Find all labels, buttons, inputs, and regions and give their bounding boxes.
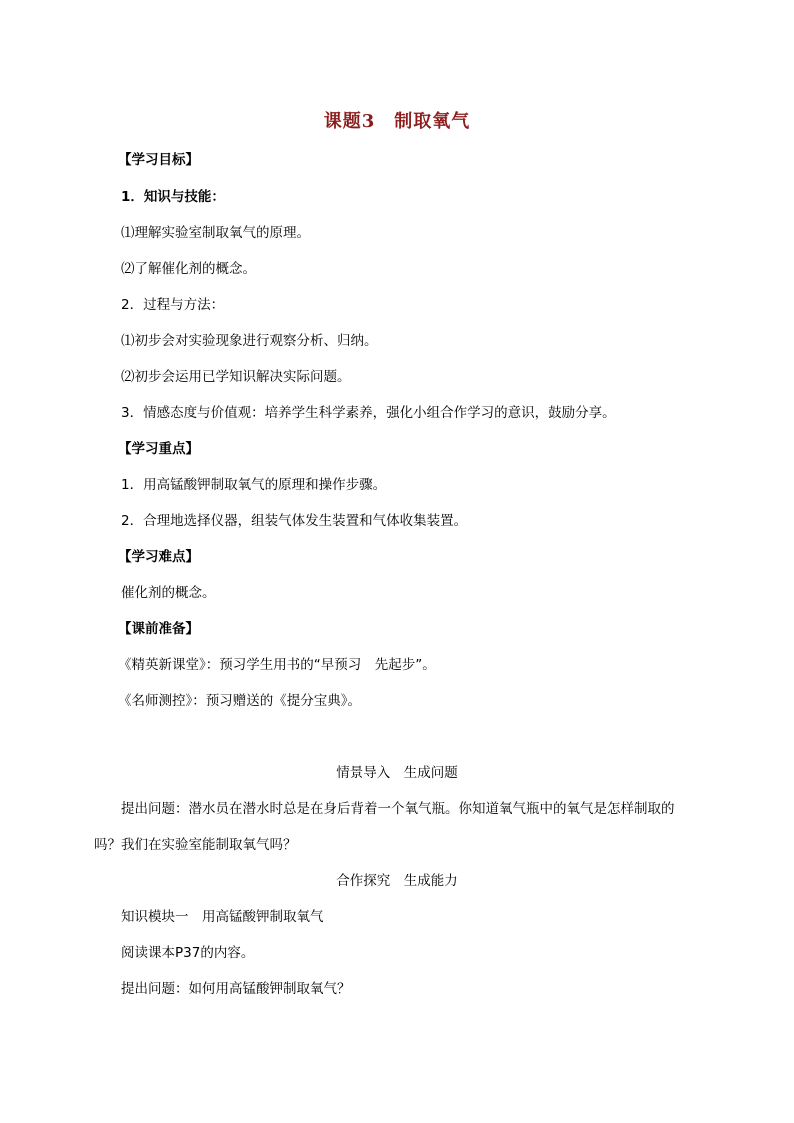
goals-item-1: 1．知识与技能： bbox=[121, 189, 225, 205]
difficulties-heading: 【学习难点】 bbox=[118, 549, 199, 565]
page-title: 课题3 制取氧气 bbox=[323, 111, 471, 132]
key-points-item-2: 2．合理地选择仪器，组装气体发生装置和气体收集装置。 bbox=[121, 513, 468, 529]
difficulties-item-1: 催化剂的概念。 bbox=[121, 585, 216, 601]
section-1-paragraph-line-1: 提出问题：潜水员在潜水时总是在身后背着一个氧气瓶。你知道氧气瓶中的氧气是怎样制取的 bbox=[121, 801, 675, 817]
section-2-question: 提出问题：如何用高锰酸钾制取氧气？ bbox=[121, 981, 351, 997]
section-1-heading: 情景导入 生成问题 bbox=[336, 765, 458, 781]
section-2-read-instruction: 阅读课本P37的内容。 bbox=[121, 945, 255, 961]
goals-item-2a: ⑴初步会对实验现象进行观察分析、归纳。 bbox=[121, 333, 378, 349]
key-points-item-1: 1．用高锰酸钾制取氧气的原理和操作步骤。 bbox=[121, 477, 387, 493]
key-points-heading: 【学习重点】 bbox=[118, 441, 199, 457]
preparation-heading: 【课前准备】 bbox=[118, 621, 199, 637]
goals-item-1b: ⑵了解催化剂的概念。 bbox=[121, 261, 256, 277]
section-2-module-title: 知识模块一 用高锰酸钾制取氧气 bbox=[121, 909, 324, 925]
section-1-paragraph-line-2: 吗？我们在实验室能制取氧气吗？ bbox=[94, 837, 297, 853]
goals-item-1a: ⑴理解实验室制取氧气的原理。 bbox=[121, 225, 310, 241]
section-2-heading: 合作探究 生成能力 bbox=[336, 873, 458, 889]
preparation-item-1: 《精英新课堂》：预习学生用书的“早预习 先起步”。 bbox=[118, 657, 436, 673]
preparation-item-2: 《名师测控》：预习赠送的《提分宝典》。 bbox=[118, 693, 361, 709]
goals-heading: 【学习目标】 bbox=[118, 152, 199, 168]
goals-item-2: 2．过程与方法： bbox=[121, 297, 225, 313]
goals-item-2b: ⑵初步会运用已学知识解决实际问题。 bbox=[121, 369, 351, 385]
goals-item-3: 3．情感态度与价值观：培养学生科学素养，强化小组合作学习的意识，鼓励分享。 bbox=[121, 405, 616, 421]
